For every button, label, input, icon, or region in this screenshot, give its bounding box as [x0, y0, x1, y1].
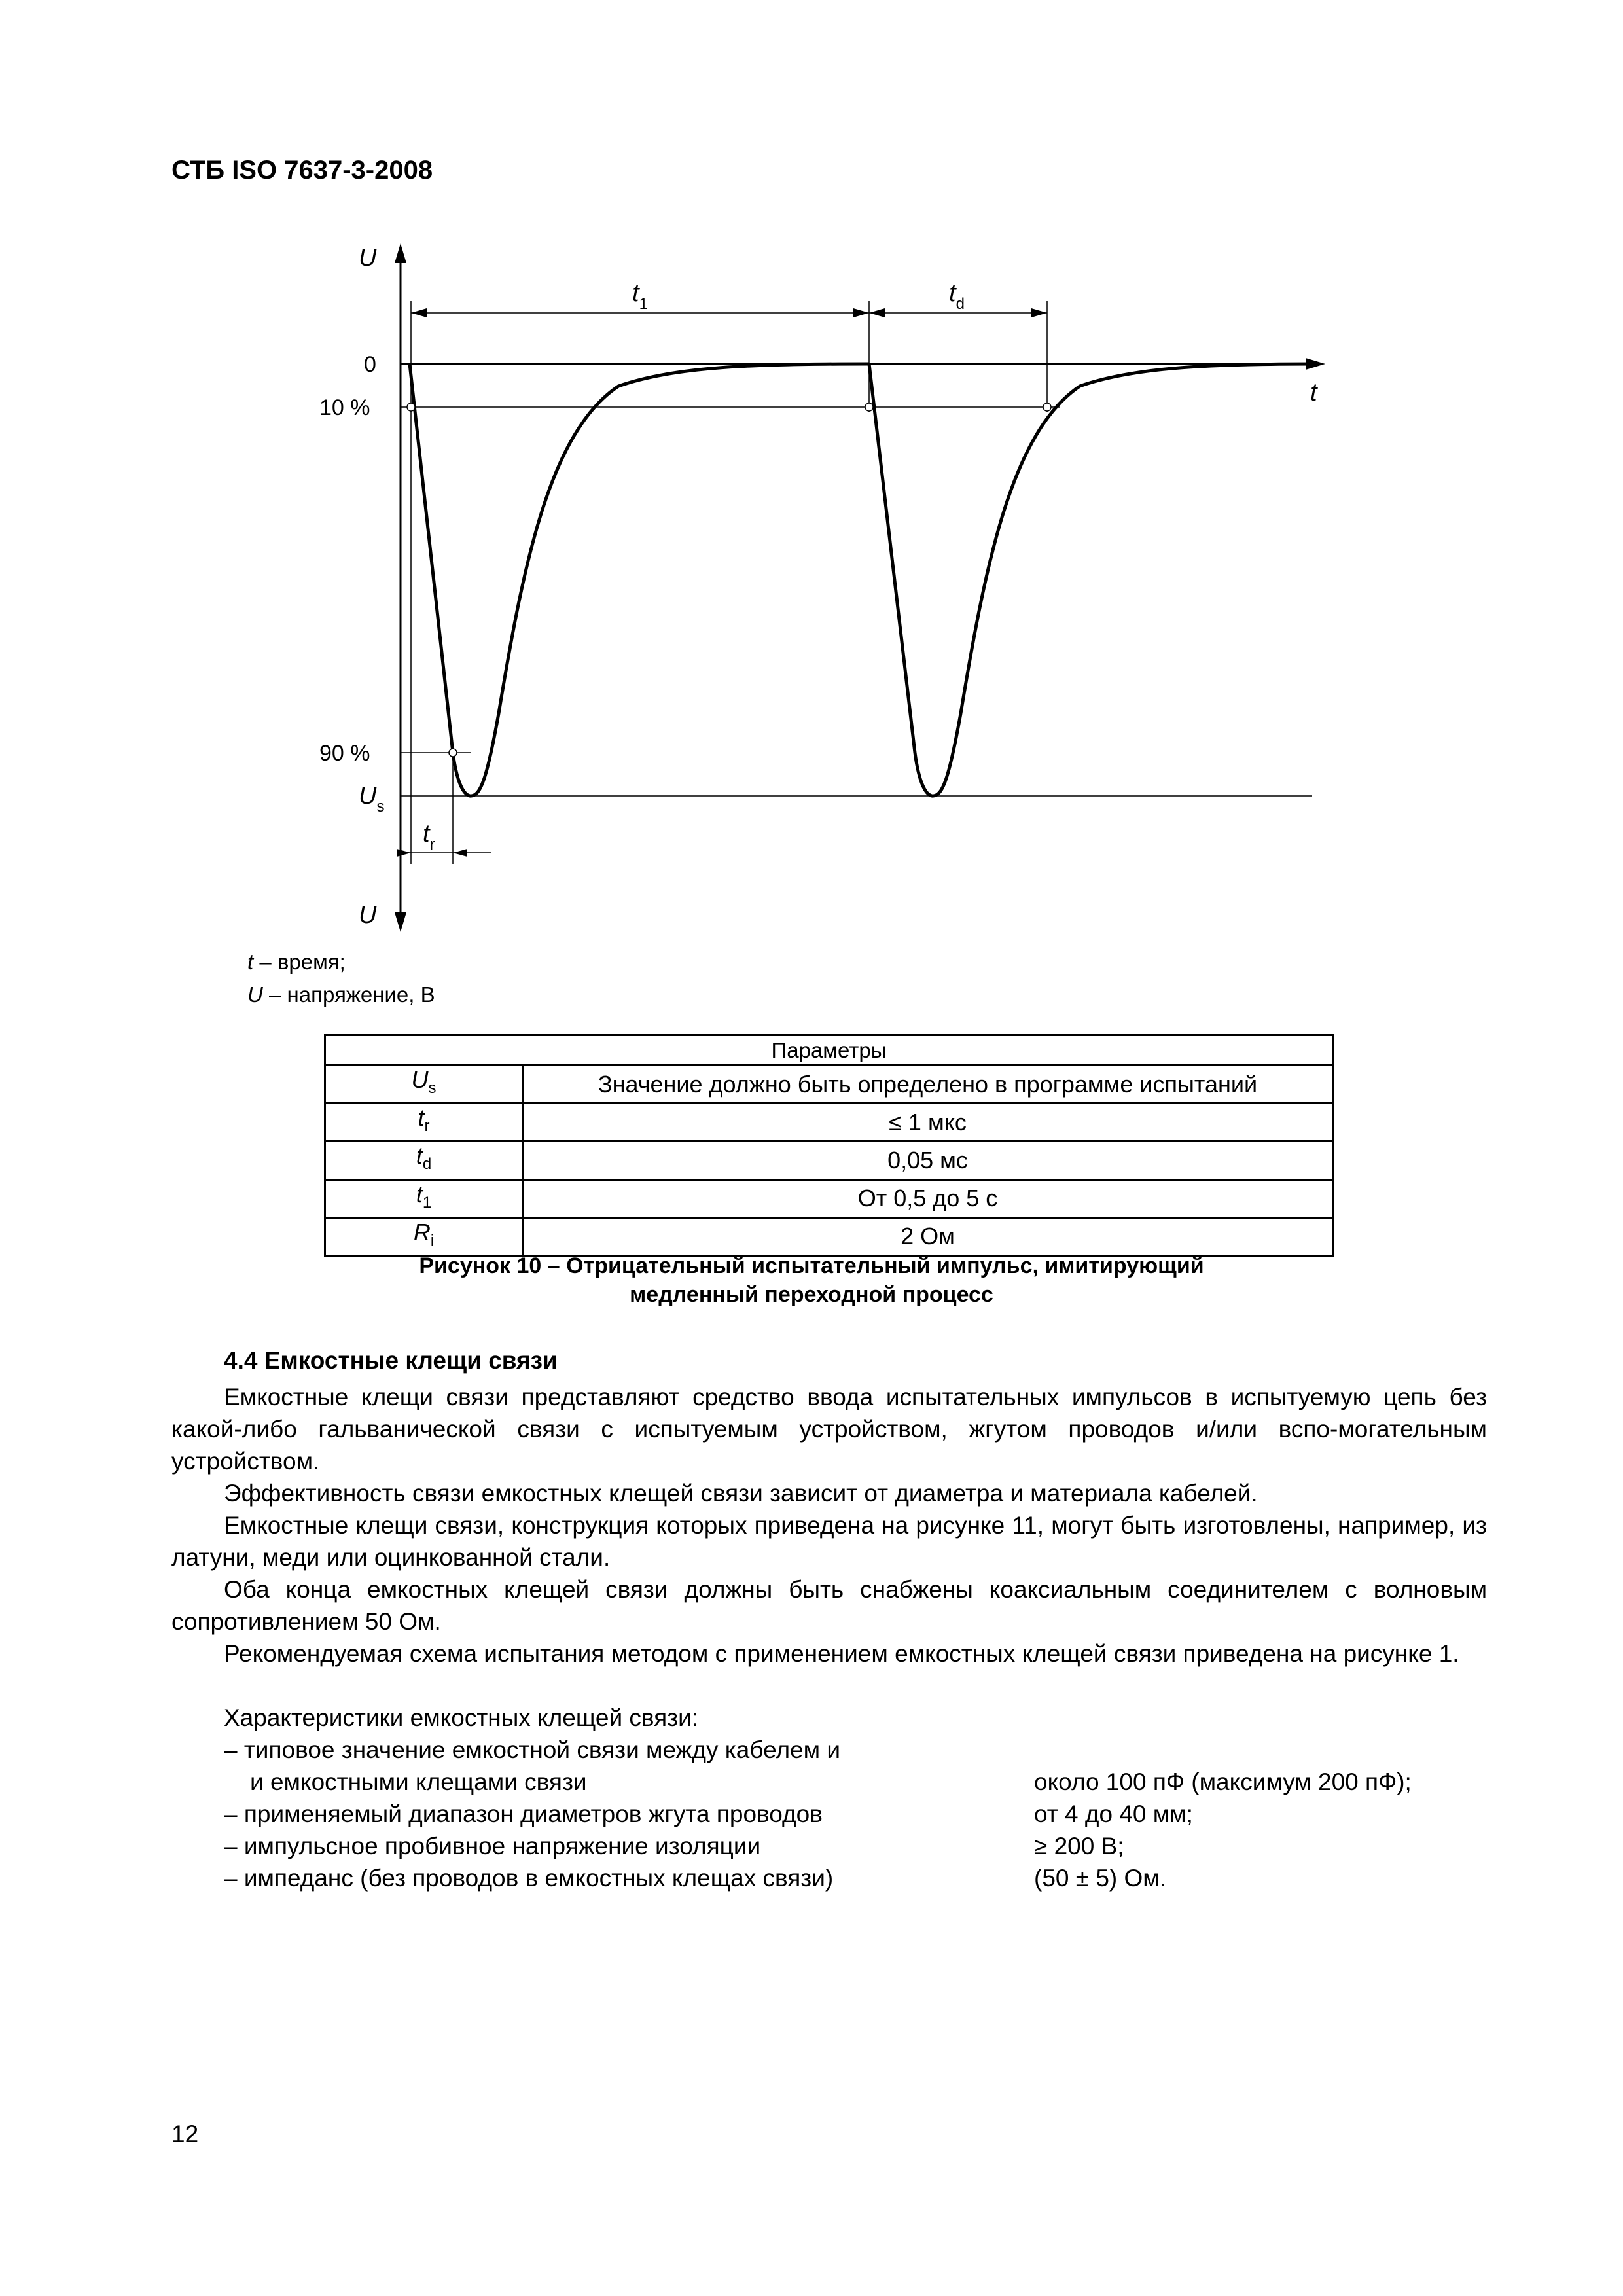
section-heading: 4.4 Емкостные клещи связи — [224, 1347, 558, 1374]
u-axis-label-top: U — [359, 244, 377, 272]
t1-arrow-right — [853, 308, 869, 317]
table-row — [325, 1066, 1333, 1103]
page-number: 12 — [171, 2121, 199, 2147]
param-value: ≤ 1 мкс — [523, 1103, 1333, 1141]
param-symbol: $U_s$ — [325, 1066, 523, 1103]
marker-t1-start — [407, 403, 415, 411]
ninety-percent-label: 90 % — [319, 741, 370, 766]
legend-u-symbol: U — [247, 982, 263, 1007]
paragraph-1: Емкостные клещи связи представляют средство ввода испытательных импульсов в испытуемую цепь без какой-либо гальванической связи с испытуемым устройством, жгутом проводов и/или вспо-могательным устройством. — [171, 1384, 1487, 1475]
legend-u-text: – напряжение, В — [262, 982, 435, 1007]
legend-t-symbol: t — [247, 950, 254, 974]
table-row — [325, 1179, 1333, 1217]
td-label: $t_d$ — [949, 279, 965, 313]
ten-percent-label: 10 % — [319, 395, 370, 420]
param-symbol: $t_d$ — [325, 1141, 523, 1179]
legend-voltage — [247, 982, 435, 1008]
figure-caption-line1: Рисунок 10 – Отрицательный испытательный импульс, имитирующий — [419, 1253, 1204, 1278]
tr-label: $t_r$ — [423, 820, 435, 853]
paragraph-3: Емкостные клещи связи, конструкция которых приведена на рисунке 11, могут быть изготовлены, например, из латуни, меди или оцинкованной стали. — [171, 1512, 1487, 1571]
paragraph-5: Рекомендуемая схема испытания методом с применением емкостных клещей связи приведена на рисунке 1. — [224, 1640, 1459, 1667]
u-axis-label-bottom: U — [359, 901, 377, 929]
us-label: $U_s$ — [359, 782, 385, 816]
param-value: 2 Ом — [523, 1217, 1333, 1255]
table-header-row — [325, 1035, 1333, 1066]
document-header: СТБ ISO 7637-3-2008 — [171, 156, 433, 185]
table-header: Параметры — [325, 1035, 1333, 1066]
td-arrow-right — [1031, 308, 1047, 317]
char-item4-label: – импеданс (без проводов в емкостных клещах связи) — [224, 1865, 834, 1892]
u-axis-arrow-top — [395, 243, 406, 263]
param-value: Значение должно быть определено в программе испытаний — [523, 1066, 1333, 1103]
parameters-table — [324, 1034, 1334, 1257]
char-item3-value: ≥ 200 В; — [1034, 1833, 1124, 1859]
marker-t1-end — [865, 403, 873, 411]
characteristics-intro: Характеристики емкостных клещей связи: — [224, 1704, 699, 1731]
zero-label: 0 — [364, 352, 376, 377]
char-item4-value: (50 ± 5) Ом. — [1034, 1865, 1167, 1892]
t1-label: $t_1$ — [632, 279, 648, 313]
char-item2-label: – применяемый диапазон диаметров жгута проводов — [224, 1801, 823, 1827]
legend-t-text: – время; — [253, 950, 346, 974]
char-item2-value: от 4 до 40 мм; — [1034, 1801, 1193, 1827]
tr-arrow-left — [397, 849, 411, 857]
param-symbol: $R_i$ — [325, 1217, 523, 1255]
tr-arrow-right — [453, 849, 467, 857]
table-row — [325, 1141, 1333, 1179]
table-row — [325, 1217, 1333, 1255]
pulse-diagram — [0, 0, 1623, 982]
param-value: От 0,5 до 5 с — [523, 1179, 1333, 1217]
table-row — [325, 1103, 1333, 1141]
t-axis-label: t — [1310, 379, 1317, 406]
char-item1-value: около 100 пФ (максимум 200 пФ); — [1034, 1768, 1412, 1795]
paragraph-2: Эффективность связи емкостных клещей связи зависит от диаметра и материала кабелей. — [224, 1480, 1258, 1507]
pulse-2-curve — [869, 364, 1315, 796]
marker-td-end — [1043, 403, 1051, 411]
param-symbol: $t_r$ — [325, 1103, 523, 1141]
param-value: 0,05 мс — [523, 1141, 1333, 1179]
td-arrow-left — [869, 308, 885, 317]
marker-90-percent — [449, 749, 457, 757]
paragraph-4: Оба конца емкостных клещей связи должны быть снабжены коаксиальным соединителем с волновым сопротивлением 50 Ом. — [171, 1576, 1487, 1635]
u-axis-arrow-bottom — [395, 912, 406, 932]
legend-time — [247, 949, 346, 975]
param-symbol: $t_1$ — [325, 1179, 523, 1217]
figure-caption-line2: медленный переходной процесс — [630, 1282, 993, 1307]
char-item3-label: – импульсное пробивное напряжение изоляции — [224, 1833, 761, 1859]
char-item1-line1: – типовое значение емкостной связи между кабелем и — [224, 1736, 841, 1763]
char-item1-line2: и емкостными клещами связи — [250, 1768, 587, 1795]
pulse-1-curve — [410, 364, 869, 796]
t1-arrow-left — [411, 308, 427, 317]
